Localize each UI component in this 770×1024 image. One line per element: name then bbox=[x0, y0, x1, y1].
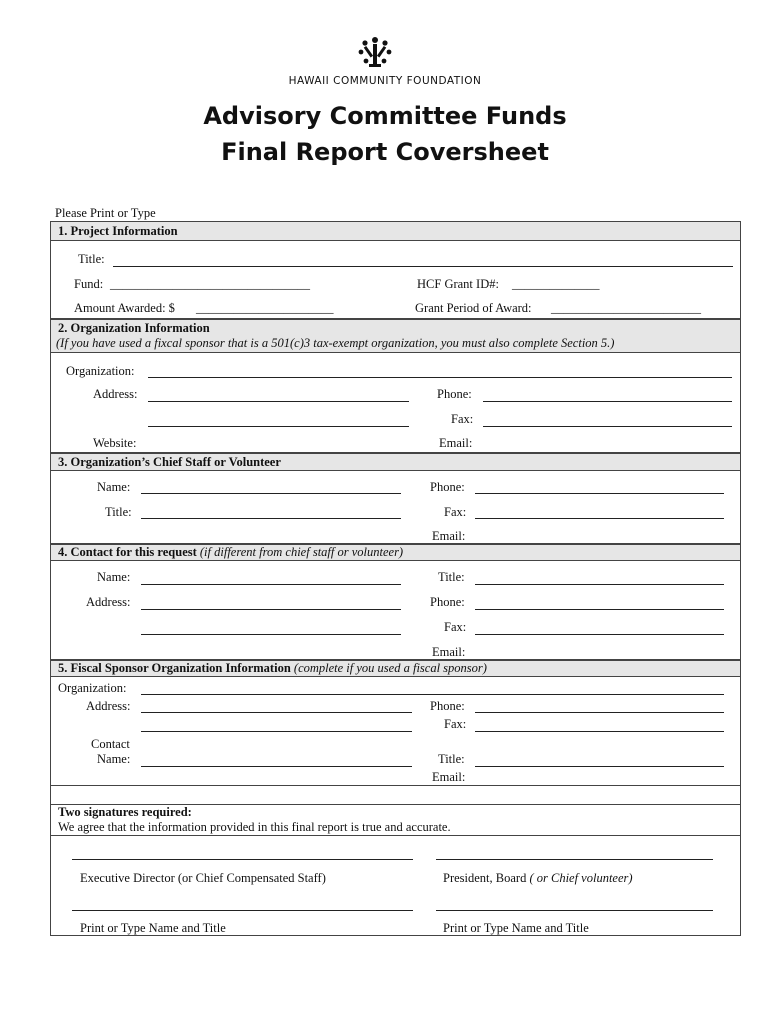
chief-title-field[interactable] bbox=[141, 518, 401, 519]
project-title-field[interactable] bbox=[113, 266, 733, 267]
contact-address-label: Address: bbox=[86, 595, 131, 609]
phone-label: Phone: bbox=[437, 387, 472, 401]
hcf-logo-icon bbox=[355, 34, 395, 70]
section5-note: (complete if you used a fiscal sponsor) bbox=[290, 661, 487, 675]
section1-heading: 1. Project Information bbox=[58, 224, 178, 238]
org-name: HAWAII COMMUNITY FOUNDATION bbox=[288, 75, 482, 87]
executive-signature-line[interactable] bbox=[72, 859, 413, 860]
chief-phone-label: Phone: bbox=[430, 480, 465, 494]
spacer-row bbox=[50, 786, 741, 805]
fax-label: Fax: bbox=[451, 412, 474, 426]
page-title-line1: Advisory Committee Funds bbox=[203, 102, 567, 130]
sponsor-address-field-1[interactable] bbox=[141, 712, 412, 713]
sponsor-title-label: Title: bbox=[438, 752, 465, 766]
grant-period-field[interactable]: ________________________ bbox=[551, 301, 701, 315]
contact-fax-label: Fax: bbox=[444, 620, 467, 634]
grant-period-label: Grant Period of Award: bbox=[415, 301, 532, 315]
section1-header bbox=[50, 221, 741, 241]
signatures-statement: We agree that the information provided in this final report is true and accurate. bbox=[58, 820, 451, 834]
sponsor-address-label: Address: bbox=[86, 699, 131, 713]
fund-field[interactable]: ________________________________ bbox=[110, 277, 310, 291]
president-board-label bbox=[443, 871, 633, 886]
section4-box bbox=[50, 561, 741, 660]
president-label-text: President, Board bbox=[443, 871, 527, 885]
sponsor-address-field-2[interactable] bbox=[141, 731, 412, 732]
section5-header bbox=[50, 660, 741, 677]
president-label-italic: ( or Chief volunteer) bbox=[526, 871, 633, 885]
chief-title-label: Title: bbox=[105, 505, 132, 519]
contact-phone-label: Phone: bbox=[430, 595, 465, 609]
fax-field[interactable] bbox=[483, 426, 732, 427]
contact-address-field-1[interactable] bbox=[141, 609, 401, 610]
contact-name-field[interactable] bbox=[141, 584, 401, 585]
section3-header bbox=[50, 453, 741, 471]
sponsor-fax-label: Fax: bbox=[444, 717, 467, 731]
instruction-text: Please Print or Type bbox=[55, 206, 156, 220]
signatures-heading: Two signatures required: bbox=[58, 805, 192, 819]
contact-title-field[interactable] bbox=[475, 584, 724, 585]
sponsor-organization-label: Organization: bbox=[58, 681, 127, 695]
contact-title-label: Title: bbox=[438, 570, 465, 584]
address-field-1[interactable] bbox=[148, 401, 409, 402]
section5-heading: 5. Fiscal Sponsor Organization Information bbox=[58, 661, 291, 675]
section2-header bbox=[50, 319, 741, 353]
website-label: Website: bbox=[93, 436, 137, 450]
email-label: Email: bbox=[439, 436, 473, 450]
section2-heading: 2. Organization Information bbox=[58, 321, 210, 335]
president-print-label: Print or Type Name and Title bbox=[443, 921, 589, 935]
president-print-line[interactable] bbox=[436, 910, 713, 911]
sponsor-contact-name-label: Name: bbox=[97, 752, 131, 766]
address-field-2[interactable] bbox=[148, 426, 409, 427]
section2-box bbox=[50, 353, 741, 453]
chief-name-label: Name: bbox=[97, 480, 131, 494]
contact-phone-field[interactable] bbox=[475, 609, 724, 610]
grant-id-field[interactable]: ______________ bbox=[512, 277, 600, 291]
amount-awarded-label: Amount Awarded: $ bbox=[74, 301, 175, 315]
contact-email-label: Email: bbox=[432, 645, 466, 659]
chief-fax-label: Fax: bbox=[444, 505, 467, 519]
chief-fax-field[interactable] bbox=[475, 518, 724, 519]
organization-label: Organization: bbox=[66, 364, 135, 378]
section4-heading: 4. Contact for this request bbox=[58, 545, 197, 559]
fund-label: Fund: bbox=[74, 277, 104, 291]
address-label: Address: bbox=[93, 387, 138, 401]
section2-note: (If you have used a fixcal sponsor that is a 501(c)3 tax-exempt organization, you must also complete Section 5.) bbox=[56, 336, 615, 350]
chief-name-field[interactable] bbox=[141, 493, 401, 494]
section4-note: (if different from chief staff or volunteer) bbox=[196, 545, 404, 559]
organization-field[interactable] bbox=[148, 377, 732, 378]
contact-name-label: Name: bbox=[97, 570, 131, 584]
sponsor-contact-name-field[interactable] bbox=[141, 766, 412, 767]
contact-address-field-2[interactable] bbox=[141, 634, 401, 635]
sponsor-organization-field[interactable] bbox=[141, 694, 724, 695]
executive-director-label: Executive Director (or Chief Compensated Staff) bbox=[80, 871, 326, 885]
sponsor-contact-label: Contact bbox=[91, 737, 130, 751]
sponsor-phone-label: Phone: bbox=[430, 699, 465, 713]
executive-print-label: Print or Type Name and Title bbox=[80, 921, 226, 935]
sponsor-phone-field[interactable] bbox=[475, 712, 724, 713]
section4-header bbox=[50, 544, 741, 561]
section3-heading: 3. Organization’s Chief Staff or Volunteer bbox=[58, 455, 281, 469]
president-signature-line[interactable] bbox=[436, 859, 713, 860]
contact-fax-field[interactable] bbox=[475, 634, 724, 635]
chief-email-label: Email: bbox=[432, 529, 466, 543]
executive-print-line[interactable] bbox=[72, 910, 413, 911]
project-title-label: Title: bbox=[78, 252, 105, 266]
sponsor-email-label: Email: bbox=[432, 770, 466, 784]
section3-box bbox=[50, 471, 741, 544]
page-title-line2: Final Report Coversheet bbox=[221, 138, 549, 166]
grant-id-label: HCF Grant ID#: bbox=[417, 277, 499, 291]
sponsor-title-field[interactable] bbox=[475, 766, 724, 767]
amount-awarded-field[interactable]: ______________________ bbox=[196, 301, 334, 315]
phone-field[interactable] bbox=[483, 401, 732, 402]
chief-phone-field[interactable] bbox=[475, 493, 724, 494]
sponsor-fax-field[interactable] bbox=[475, 731, 724, 732]
